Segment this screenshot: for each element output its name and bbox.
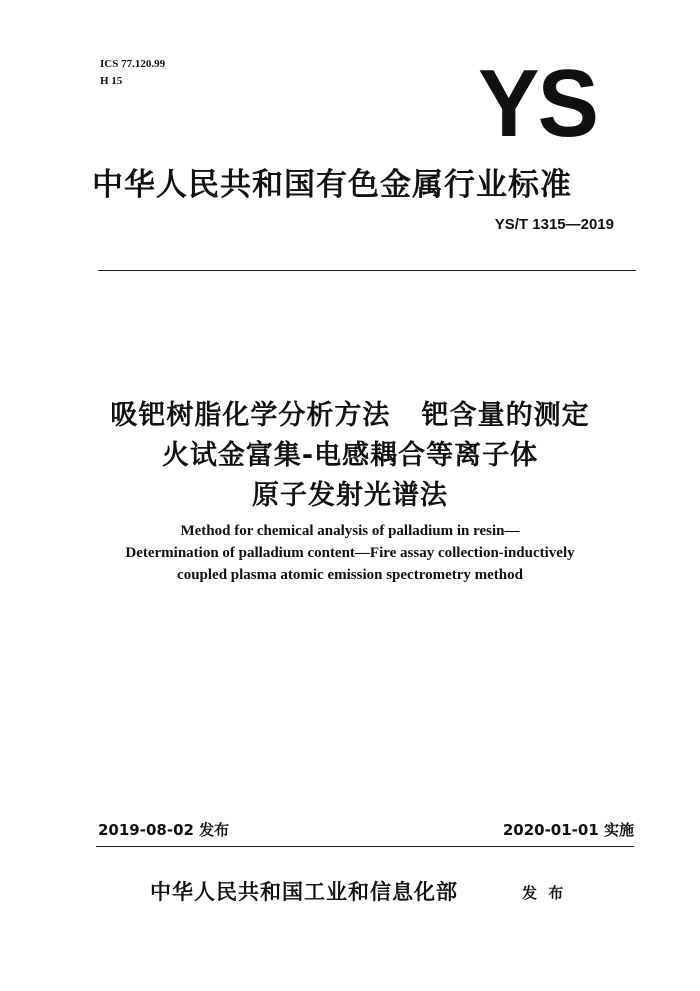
- chinese-title-line-3: 原子发射光谱法: [252, 480, 448, 511]
- standard-number: YS/T 1315—2019: [494, 216, 614, 233]
- chinese-title-line-2: 火试金富集-电感耦合等离子体: [161, 440, 539, 471]
- top-divider: [98, 270, 636, 271]
- industry-standard-title: 中华人民共和国有色金属行业标准: [92, 167, 572, 203]
- ys-logo: YS: [478, 50, 598, 157]
- chinese-title-line-1: 吸钯树脂化学分析方法 钯含量的测定: [110, 400, 590, 431]
- publish-label: 发 布: [522, 884, 567, 902]
- publisher-name: 中华人民共和国工业和信息化部: [150, 880, 458, 904]
- classification-codes: [100, 56, 165, 90]
- implementation-date: 2020-01-01 实施: [502, 821, 634, 839]
- english-title-line-1: Method for chemical analysis of palladium in resin—: [180, 523, 520, 539]
- ics-code: ICS 77.120.99: [100, 58, 166, 70]
- chinese-title: [0, 396, 700, 516]
- english-title-line-3: coupled plasma atomic emission spectrometry method: [177, 567, 523, 583]
- ccs-code: H 15: [100, 75, 123, 87]
- english-title-line-2: Determination of palladium content—Fire assay collection-inductively: [125, 545, 575, 561]
- bottom-divider: [96, 846, 634, 847]
- english-title: [0, 520, 700, 586]
- issue-date: 2019-08-02 发布: [98, 821, 230, 839]
